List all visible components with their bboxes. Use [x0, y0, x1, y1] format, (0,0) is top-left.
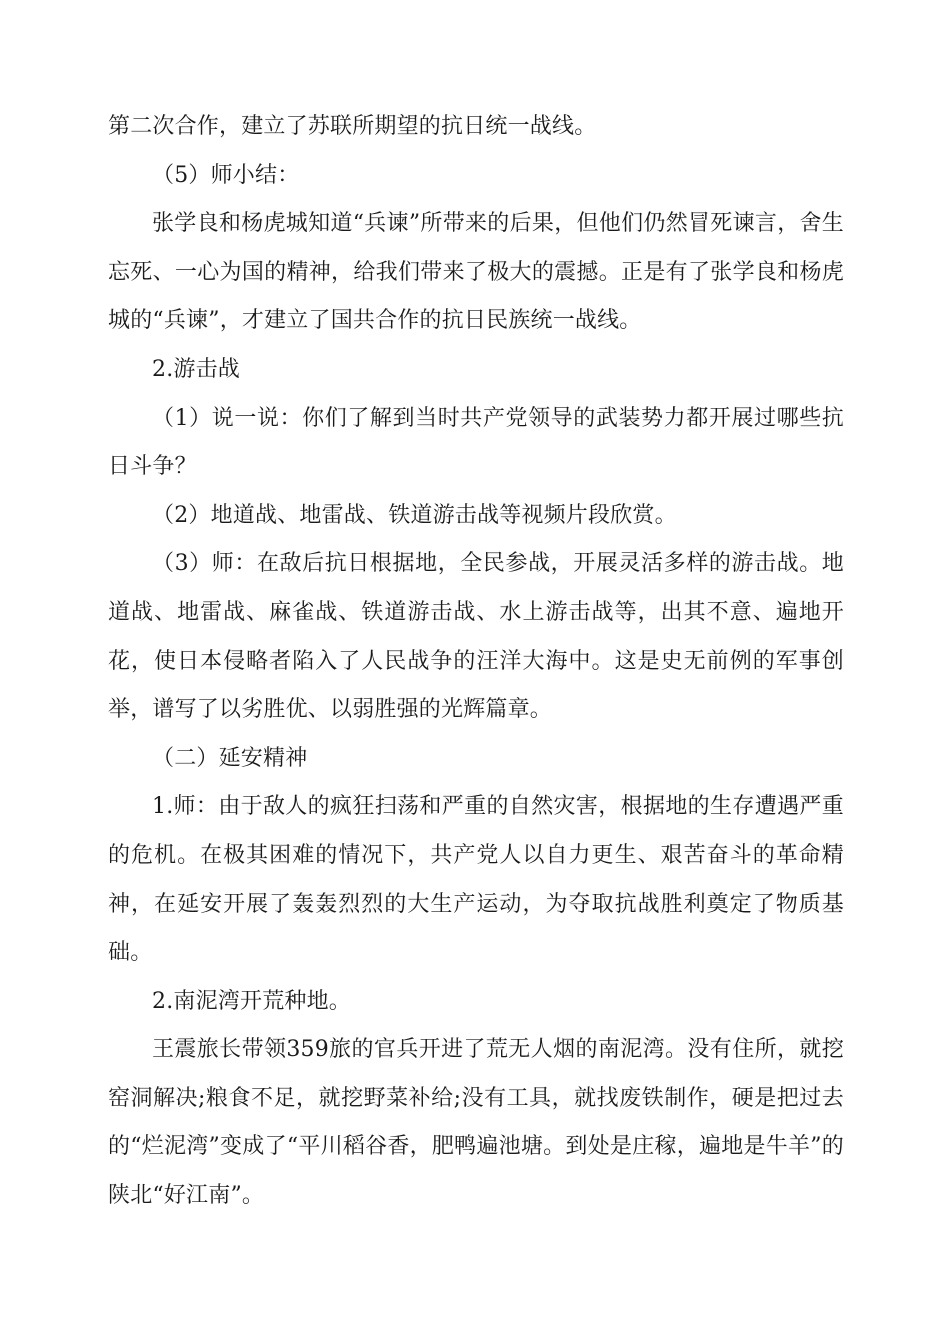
paragraph-teacher-summary-heading: （5）师小结： — [152, 162, 300, 188]
paragraph-continuation: 第二次合作，建立了苏联所期望的抗日统一战线。 — [108, 114, 597, 139]
document-body — [108, 103, 844, 1221]
section-heading-guerrilla-war: 2.游击战 — [152, 356, 240, 382]
paragraph-teacher-production-movement: 1.师：由于敌人的疯狂扫荡和严重的自然灾害，根据地的生存遭遇严重的危机。在极其困难的情况下，共产党人以自力更生、艰苦奋斗的革命精神，在延安开展了轰轰烈烈的大生产运动，为夺取抗战胜利奠定了物质基础。 — [108, 794, 844, 966]
paragraph-teacher-guerrilla: （3）师：在敌后抗日根据地，全民参战，开展灵活多样的游击战。地道战、地雷战、麻雀战、铁道游击战、水上游击战等，出其不意、遍地开花，使日本侵略者陷入了人民战争的汪洋大海中。这是史无前例的军事创举，谱写了以劣胜优、以弱胜强的光辉篇章。 — [108, 551, 844, 723]
paragraph-teacher-summary: 张学良和杨虎城知道“兵谏”所带来的后果，但他们仍然冒死谏言，舍生忘死、一心为国的精神，给我们带来了极大的震撼。正是有了张学良和杨虎城的“兵谏”，才建立了国共合作的抗日民族统一战线。 — [108, 211, 844, 334]
paragraph-discussion-question: （1）说一说：你们了解到当时共产党领导的武装势力都开展过哪些抗日斗争？ — [108, 405, 844, 480]
section-heading-nanniwan: 2.南泥湾开荒种地。 — [152, 988, 351, 1014]
section-heading-yanan-spirit: （二）延安精神 — [152, 745, 308, 771]
paragraph-video-appreciation: （2）地道战、地雷战、铁道游击战等视频片段欣赏。 — [152, 502, 677, 528]
paragraph-nanniwan-story: 王震旅长带领359旅的官兵开进了荒无人烟的南泥湾。没有住所，就挖窑洞解决;粮食不足，就挖野菜补给;没有工具，就找废铁制作，硬是把过去的“烂泥湾”变成了“平川稻谷香，肥鸭遍池塘。到处是庄稼，遍地是牛羊”的陕北“好江南”。 — [108, 1037, 844, 1209]
